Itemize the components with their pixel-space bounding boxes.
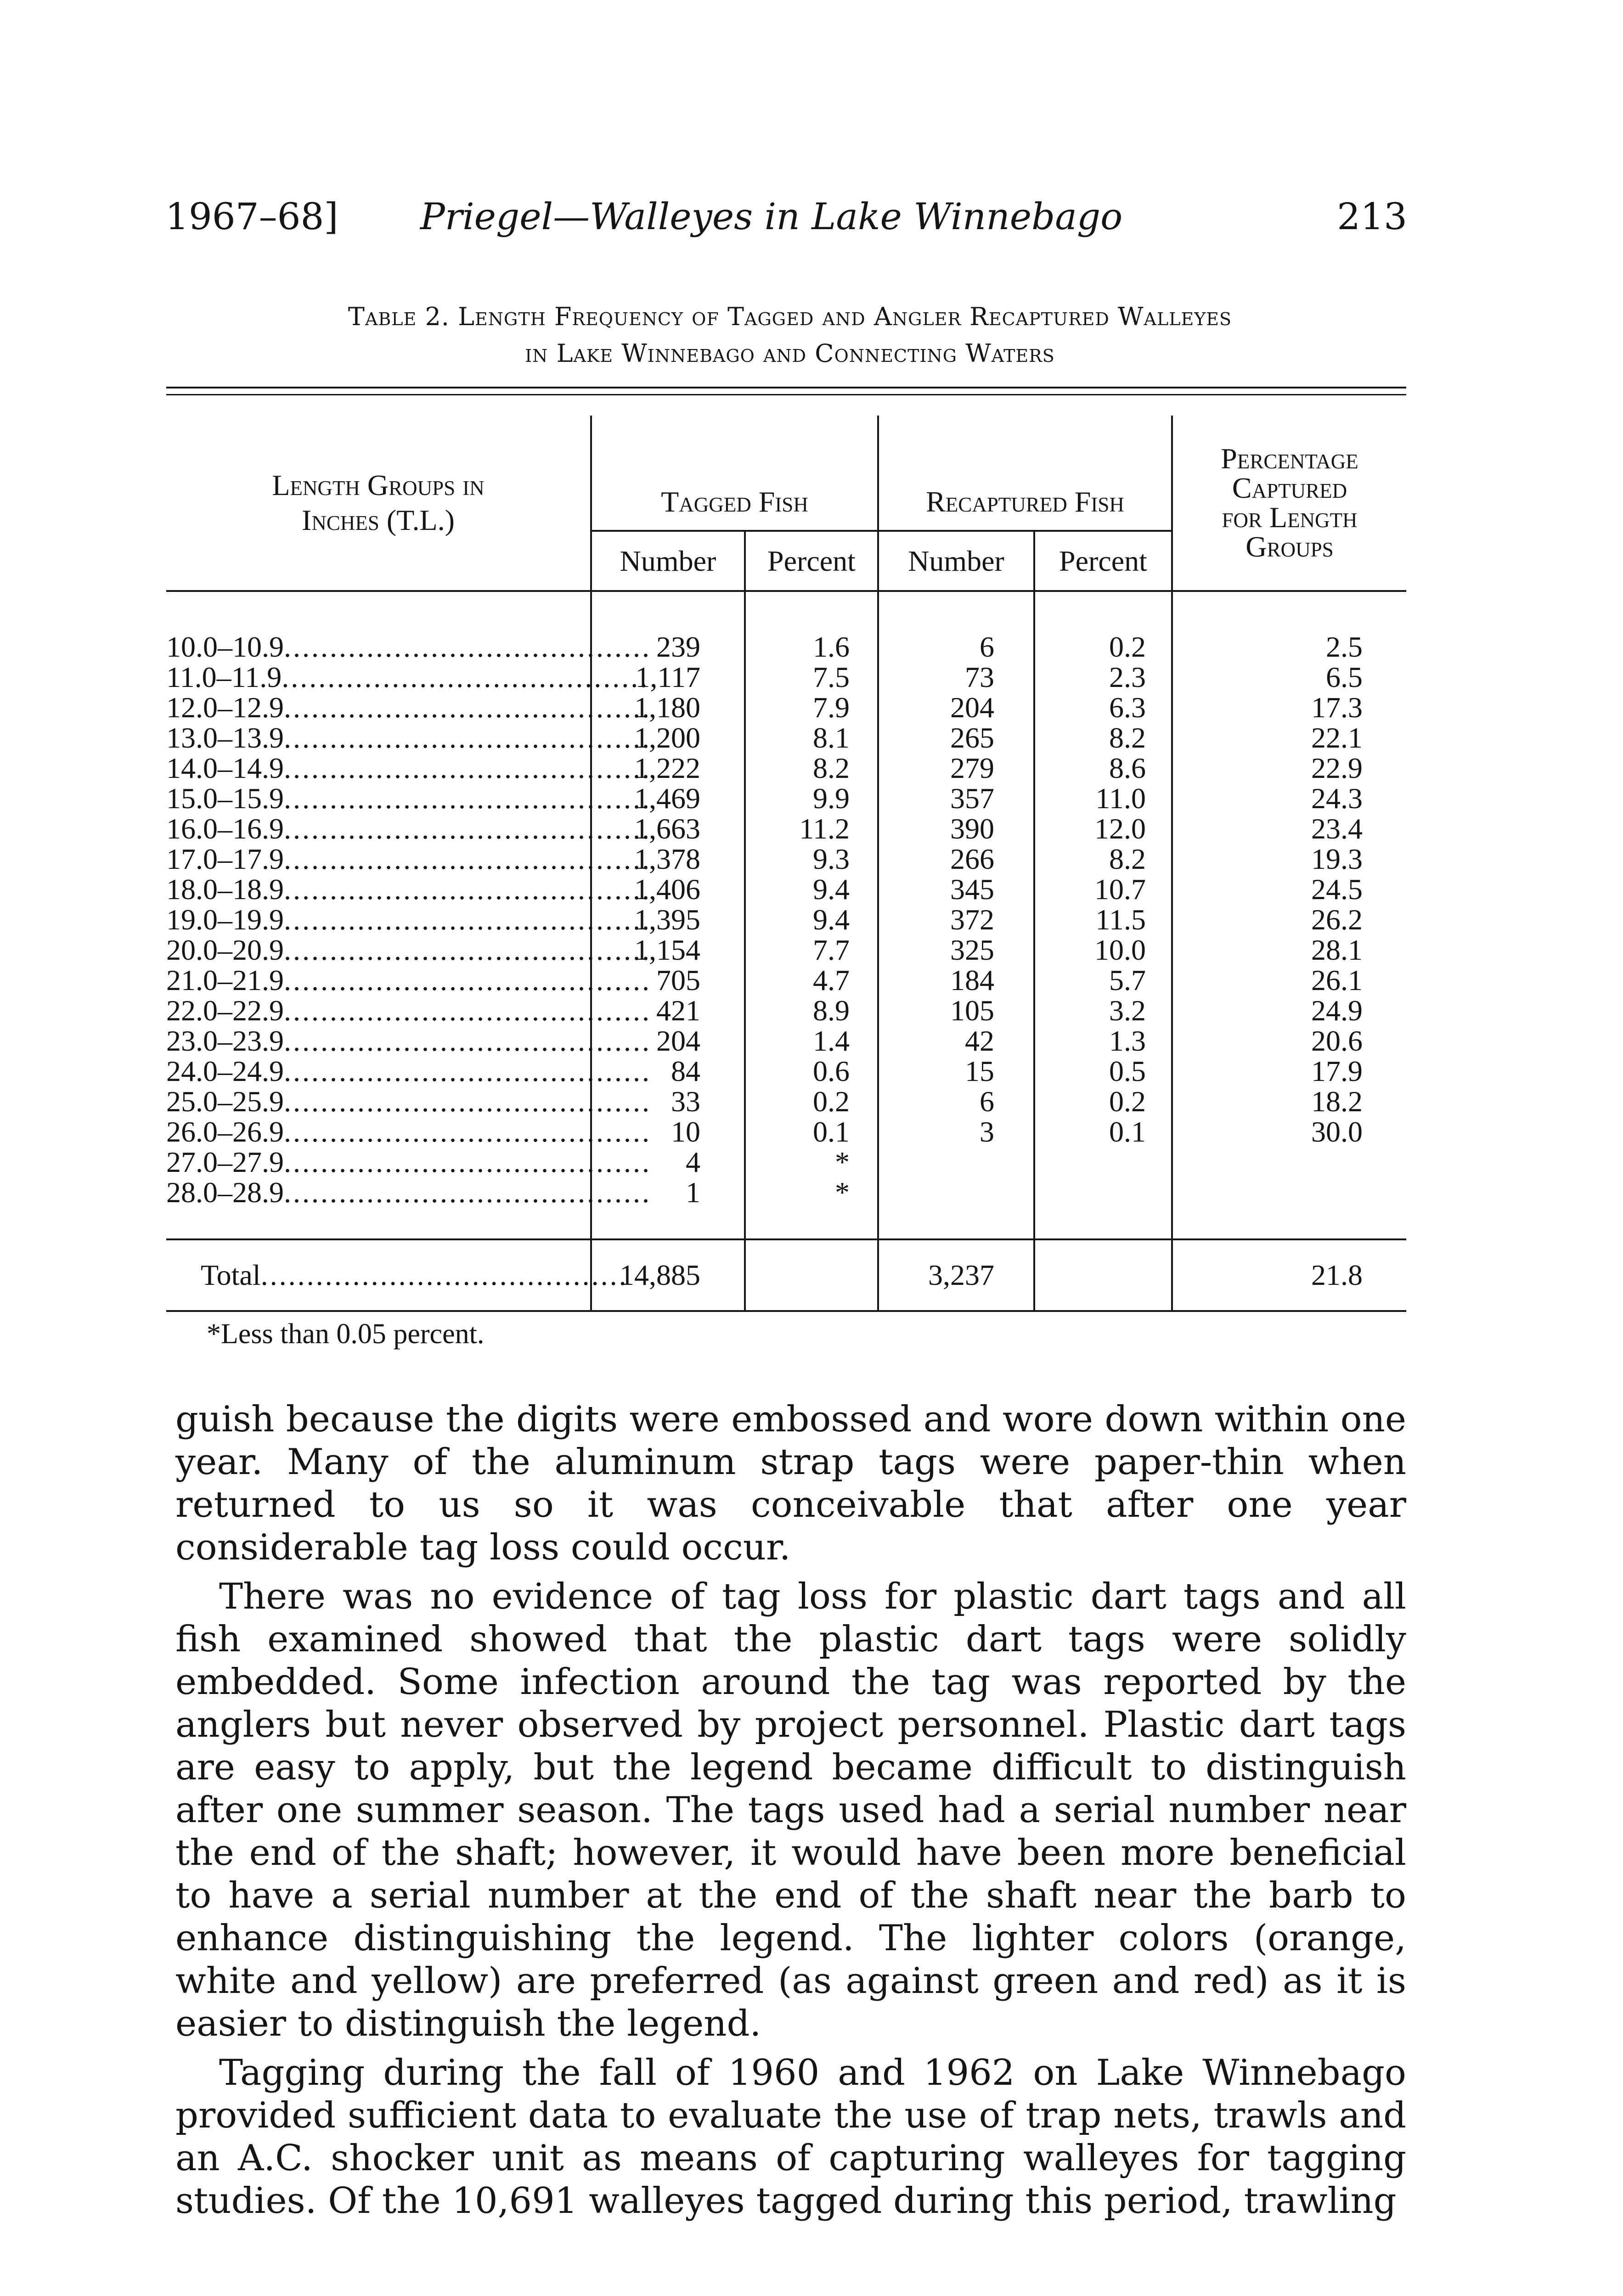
tagged-number-cell: 4 [591, 1147, 745, 1177]
tagged-percent-cell: 0.1 [745, 1117, 878, 1147]
tagged-percent-cell: * [745, 1147, 878, 1177]
captured-percentage-cell: 6.5 [1172, 662, 1406, 692]
length-group-cell [166, 873, 651, 906]
length-group-cell [166, 934, 651, 966]
length-group-cell [166, 721, 651, 754]
recaptured-percent-cell: 8.2 [1034, 844, 1172, 874]
tagged-number-cell: 1,200 [591, 723, 745, 753]
tagged-percent-cell: 1.6 [745, 632, 878, 662]
total-label-cell [166, 1239, 628, 1311]
leader-dots: ........................................ [284, 812, 651, 845]
length-group-cell [166, 1085, 651, 1118]
leader-dots: ........................................ [284, 630, 651, 663]
recaptured-percent-cell: 10.7 [1034, 874, 1172, 905]
recaptured-percent-cell: 0.1 [1034, 1117, 1172, 1147]
recaptured-number-cell: 184 [878, 965, 1034, 996]
length-group-cell [166, 994, 651, 1027]
tagged-number-cell: 1,378 [591, 844, 745, 874]
running-head-volume: 1967–68] [165, 195, 338, 238]
total-label: Total [201, 1259, 261, 1291]
tagged-number-cell: 1,222 [591, 753, 745, 783]
length-group-cell [166, 661, 649, 693]
table-row [166, 874, 1406, 905]
paragraph-2: There was no evidence of tag loss for plastic dart tags and all fish examined showed that the plastic dart tags were solidly embedded. Some infection around the tag was reported by the anglers but never observed by project personnel. Plastic dart tags are easy to apply, but the legend became difficult to distinguish after one summer season. The tags used had a serial number near the end of the shaft; however, it would have been more beneficial to have a serial number at the end of the shaft near the barb to enhance distinguishing the legend. The lighter colors (orange, white and yellow) are preferred (as against green and red) as it is easier to distinguish the legend. [175, 1576, 1406, 2044]
recaptured-number-cell: 279 [878, 753, 1034, 783]
recaptured-number-cell: 3 [878, 1117, 1034, 1147]
tagged-percent-cell: 0.2 [745, 1086, 878, 1117]
captured-percentage-cell: 23.4 [1172, 814, 1406, 844]
recaptured-percent-cell: 0.2 [1034, 632, 1172, 662]
tagged-number-cell: 33 [591, 1086, 745, 1117]
length-group-label: 17.0–17.9 [166, 843, 284, 875]
length-frequency-table [166, 416, 1406, 1312]
recaptured-number-cell: 345 [878, 874, 1034, 905]
recaptured-number-cell [878, 1147, 1034, 1177]
recaptured-percent-cell: 0.2 [1034, 1086, 1172, 1117]
recaptured-number-cell: 204 [878, 692, 1034, 723]
total-recaptured-number: 3,237 [878, 1239, 1034, 1311]
recaptured-number-cell [878, 1177, 1034, 1208]
recaptured-number-cell: 357 [878, 783, 1034, 814]
header-length-groups [166, 416, 591, 591]
recaptured-percent-cell: 10.0 [1034, 935, 1172, 965]
table-caption-line-1: Table 2. Length Frequency of Tagged and Angler Recaptured Walleyes [348, 302, 1232, 331]
length-group-label: 12.0–12.9 [166, 691, 284, 724]
leader-dots: ........................................ [284, 691, 651, 724]
table-row [166, 935, 1406, 965]
captured-percentage-cell: 2.5 [1172, 632, 1406, 662]
header-tagged-percent: Percent [745, 531, 878, 591]
page-number: 213 [1337, 195, 1407, 238]
length-group-cell [166, 1115, 651, 1148]
captured-percentage-cell: 24.3 [1172, 783, 1406, 814]
length-group-cell [166, 843, 651, 875]
length-group-label: 27.0–27.9 [166, 1146, 284, 1178]
leader-dots: ........................................ [282, 661, 649, 693]
tagged-number-cell: 705 [591, 965, 745, 996]
recaptured-percent-cell: 5.7 [1034, 965, 1172, 996]
length-group-label: 18.0–18.9 [166, 873, 284, 906]
recaptured-percent-cell: 0.5 [1034, 1056, 1172, 1086]
tagged-percent-cell: 7.9 [745, 692, 878, 723]
tagged-percent-cell: 9.4 [745, 905, 878, 935]
recaptured-percent-cell [1034, 1177, 1172, 1208]
table-row [166, 844, 1406, 874]
recaptured-number-cell: 372 [878, 905, 1034, 935]
table-row [166, 723, 1406, 753]
paragraph-3: Tagging during the fall of 1960 and 1962 on Lake Winnebago provided sufficient data to evaluate the use of trap nets, trawls and an A.C. shocker unit as means of capturing walleyes for tagging studies. Of the 10,691 walleyes tagged during this period, trawling [175, 2052, 1406, 2222]
tagged-number-cell: 1,406 [591, 874, 745, 905]
recaptured-percent-cell: 8.2 [1034, 723, 1172, 753]
leader-dots: ........................................ [284, 1146, 651, 1178]
header-percentage-line-4: Groups [1245, 530, 1334, 563]
captured-percentage-cell: 17.3 [1172, 692, 1406, 723]
leader-dots: ........................................ [284, 1024, 651, 1057]
tagged-number-cell: 1,663 [591, 814, 745, 844]
captured-percentage-cell: 26.1 [1172, 965, 1406, 996]
recaptured-number-cell: 42 [878, 1026, 1034, 1056]
recaptured-percent-cell [1034, 1147, 1172, 1177]
table-row [166, 783, 1406, 814]
tagged-percent-cell: 7.5 [745, 662, 878, 692]
length-group-label: 24.0–24.9 [166, 1055, 284, 1087]
tagged-percent-cell: 9.9 [745, 783, 878, 814]
length-group-label: 11.0–11.9 [166, 661, 282, 693]
recaptured-percent-cell: 3.2 [1034, 996, 1172, 1026]
recaptured-number-cell: 266 [878, 844, 1034, 874]
tagged-number-cell: 1,395 [591, 905, 745, 935]
total-captured-percentage: 21.8 [1172, 1239, 1406, 1311]
leader-dots: ........................................ [284, 994, 651, 1027]
table-row [166, 632, 1406, 662]
table-row [166, 662, 1406, 692]
captured-percentage-cell [1172, 1147, 1406, 1177]
table-caption [170, 298, 1410, 372]
header-recaptured-fish: Recaptured Fish [878, 416, 1172, 531]
leader-dots: ........................................ [284, 1115, 651, 1148]
recaptured-percent-cell: 1.3 [1034, 1026, 1172, 1056]
leader-dots: ........................................ [284, 1055, 651, 1087]
tagged-percent-cell: 9.3 [745, 844, 878, 874]
leader-dots: ........................................ [284, 752, 651, 784]
total-tagged-percent [745, 1239, 878, 1311]
table-row [166, 1026, 1406, 1056]
recaptured-percent-cell: 8.6 [1034, 753, 1172, 783]
captured-percentage-cell: 19.3 [1172, 844, 1406, 874]
table-top-rule-2 [166, 394, 1406, 395]
leader-dots: ........................................ [284, 873, 651, 906]
recaptured-number-cell: 265 [878, 723, 1034, 753]
header-length-groups-line-2: Inches (T.L.) [302, 503, 455, 536]
tagged-percent-cell: * [745, 1177, 878, 1208]
leader-dots: ........................................ [284, 1085, 651, 1118]
running-head-title: Priegel—Walleyes in Lake Winnebago [420, 195, 1123, 238]
tagged-percent-cell: 9.4 [745, 874, 878, 905]
tagged-number-cell: 84 [591, 1056, 745, 1086]
leader-dots: ........................................ [284, 903, 651, 936]
length-group-label: 14.0–14.9 [166, 752, 284, 784]
captured-percentage-cell: 28.1 [1172, 935, 1406, 965]
length-group-label: 16.0–16.9 [166, 812, 284, 845]
leader-dots: ........................................ [284, 964, 651, 996]
length-group-label: 22.0–22.9 [166, 994, 284, 1027]
length-group-label: 26.0–26.9 [166, 1115, 284, 1148]
tagged-number-cell: 1,117 [591, 662, 745, 692]
length-group-cell [166, 691, 651, 724]
table-row [166, 1177, 1406, 1208]
length-group-cell [166, 1176, 651, 1209]
tagged-number-cell: 204 [591, 1026, 745, 1056]
header-tagged-number: Number [591, 531, 745, 591]
leader-dots: ........................................ [260, 1259, 628, 1291]
total-recaptured-percent [1034, 1239, 1172, 1311]
tagged-percent-cell: 7.7 [745, 935, 878, 965]
length-group-cell [166, 1055, 651, 1087]
captured-percentage-cell: 20.6 [1172, 1026, 1406, 1056]
tagged-percent-cell: 0.6 [745, 1056, 878, 1086]
recaptured-number-cell: 6 [878, 632, 1034, 662]
total-tagged-number: 14,885 [591, 1239, 745, 1311]
leader-dots: ........................................ [284, 843, 651, 875]
table-row [166, 996, 1406, 1026]
length-group-cell [166, 812, 651, 845]
captured-percentage-cell: 22.1 [1172, 723, 1406, 753]
length-group-cell [166, 964, 651, 996]
table-caption-line-2: in Lake Winnebago and Connecting Waters [525, 339, 1055, 368]
table-row [166, 1056, 1406, 1086]
length-group-cell [166, 752, 651, 784]
tagged-number-cell: 1 [591, 1177, 745, 1208]
tagged-number-cell: 10 [591, 1117, 745, 1147]
captured-percentage-cell: 24.5 [1172, 874, 1406, 905]
tagged-number-cell: 1,180 [591, 692, 745, 723]
tagged-percent-cell: 8.9 [745, 996, 878, 1026]
recaptured-number-cell: 6 [878, 1086, 1034, 1117]
length-group-cell [166, 782, 651, 815]
recaptured-percent-cell: 6.3 [1034, 692, 1172, 723]
header-length-groups-line-1: Length Groups in [272, 468, 485, 501]
total-row [166, 1239, 1406, 1311]
length-group-cell [166, 1024, 651, 1057]
table-row [166, 965, 1406, 996]
captured-percentage-cell: 26.2 [1172, 905, 1406, 935]
header-percentage-line-2: Captured [1232, 472, 1347, 504]
length-group-label: 13.0–13.9 [166, 721, 284, 754]
recaptured-number-cell: 105 [878, 996, 1034, 1026]
leader-dots: ........................................ [284, 721, 651, 754]
tagged-percent-cell: 1.4 [745, 1026, 878, 1056]
tagged-number-cell: 239 [591, 632, 745, 662]
length-group-cell [166, 903, 651, 936]
tagged-percent-cell: 8.1 [745, 723, 878, 753]
table-top-rule [166, 387, 1406, 388]
table-row [166, 753, 1406, 783]
paragraph-1: guish because the digits were embossed and wore down within one year. Many of the aluminum strap tags were paper-thin when returned to us so it was conceivable that after one year considerable tag loss could occur. [175, 1399, 1406, 1568]
captured-percentage-cell: 22.9 [1172, 753, 1406, 783]
length-group-label: 20.0–20.9 [166, 934, 284, 966]
recaptured-percent-cell: 11.5 [1034, 905, 1172, 935]
table-row [166, 692, 1406, 723]
captured-percentage-cell: 30.0 [1172, 1117, 1406, 1147]
tagged-number-cell: 1,154 [591, 935, 745, 965]
header-percentage-line-1: Percentage [1221, 442, 1358, 475]
length-group-cell [166, 630, 651, 663]
leader-dots: ........................................ [284, 934, 651, 966]
table-row [166, 1086, 1406, 1117]
tagged-number-cell: 1,469 [591, 783, 745, 814]
length-group-label: 15.0–15.9 [166, 782, 284, 815]
body-text [175, 1398, 1406, 2229]
length-group-label: 23.0–23.9 [166, 1024, 284, 1057]
table-row [166, 1147, 1406, 1177]
recaptured-percent-cell: 11.0 [1034, 783, 1172, 814]
header-percentage-captured [1172, 416, 1406, 591]
table-row [166, 1117, 1406, 1147]
header-percentage-line-3: for Length [1222, 501, 1358, 534]
table-row [166, 814, 1406, 844]
tagged-number-cell: 421 [591, 996, 745, 1026]
tagged-percent-cell: 11.2 [745, 814, 878, 844]
length-group-label: 25.0–25.9 [166, 1085, 284, 1118]
recaptured-percent-cell: 2.3 [1034, 662, 1172, 692]
recaptured-number-cell: 325 [878, 935, 1034, 965]
table-row [166, 905, 1406, 935]
recaptured-number-cell: 390 [878, 814, 1034, 844]
length-group-label: 19.0–19.9 [166, 903, 284, 936]
length-group-label: 21.0–21.9 [166, 964, 284, 996]
header-recaptured-number: Number [878, 531, 1034, 591]
leader-dots: ........................................ [284, 782, 651, 815]
captured-percentage-cell [1172, 1177, 1406, 1208]
captured-percentage-cell: 24.9 [1172, 996, 1406, 1026]
length-group-cell [166, 1146, 651, 1178]
table-footnote: *Less than 0.05 percent. [207, 1318, 485, 1350]
recaptured-number-cell: 15 [878, 1056, 1034, 1086]
leader-dots: ........................................ [284, 1176, 651, 1209]
tagged-percent-cell: 4.7 [745, 965, 878, 996]
header-recaptured-percent: Percent [1034, 531, 1172, 591]
captured-percentage-cell: 17.9 [1172, 1056, 1406, 1086]
recaptured-number-cell: 73 [878, 662, 1034, 692]
length-group-label: 10.0–10.9 [166, 630, 284, 663]
tagged-percent-cell: 8.2 [745, 753, 878, 783]
header-tagged-fish: Tagged Fish [591, 416, 878, 531]
recaptured-percent-cell: 12.0 [1034, 814, 1172, 844]
captured-percentage-cell: 18.2 [1172, 1086, 1406, 1117]
length-group-label: 28.0–28.9 [166, 1176, 284, 1209]
